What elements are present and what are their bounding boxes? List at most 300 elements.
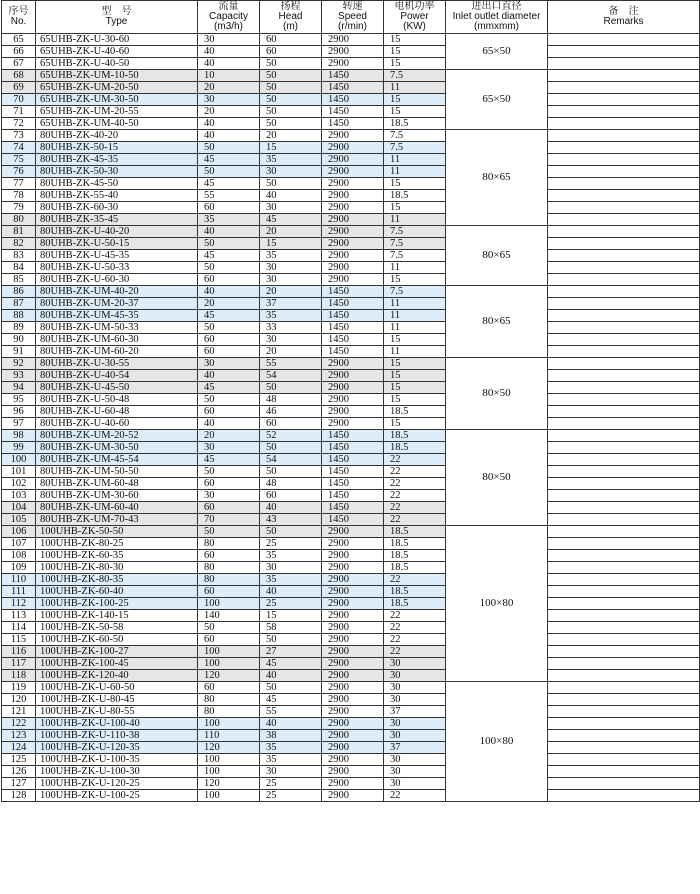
- cell-remarks: [548, 298, 700, 310]
- cell-remarks: [548, 466, 700, 478]
- cell-capacity: 40: [198, 370, 260, 382]
- cell-power: 11: [384, 346, 446, 358]
- cell-no: 117: [2, 658, 36, 670]
- cell-type: 80UHB-ZK-50-30: [36, 166, 198, 178]
- cell-type: 80UHB-ZK-U-50-48: [36, 394, 198, 406]
- cell-type: 65UHB-ZK-UM-20-55: [36, 106, 198, 118]
- cell-head: 50: [260, 58, 322, 70]
- cell-power: 18.5: [384, 562, 446, 574]
- cell-power: 11: [384, 298, 446, 310]
- cell-power: 30: [384, 694, 446, 706]
- cell-speed: 2900: [322, 382, 384, 394]
- cell-remarks: [548, 70, 700, 82]
- cell-no: 122: [2, 718, 36, 730]
- cell-no: 73: [2, 130, 36, 142]
- cell-no: 108: [2, 550, 36, 562]
- table-row: [2, 442, 700, 454]
- cell-remarks: [548, 766, 700, 778]
- table-row: [2, 154, 700, 166]
- cell-speed: 2900: [322, 634, 384, 646]
- cell-head: 20: [260, 346, 322, 358]
- cell-type: 100UHB-ZK-100-45: [36, 658, 198, 670]
- cell-type: 80UHB-ZK-35-45: [36, 214, 198, 226]
- table-row: [2, 130, 700, 142]
- table-row: [2, 730, 700, 742]
- cell-power: 18.5: [384, 586, 446, 598]
- cell-type: 80UHB-ZK-60-30: [36, 202, 198, 214]
- cell-capacity: 45: [198, 310, 260, 322]
- table-row: [2, 58, 700, 70]
- cell-remarks: [548, 670, 700, 682]
- table-row: [2, 550, 700, 562]
- cell-no: 74: [2, 142, 36, 154]
- header-head: 扬程 Head (m): [260, 1, 322, 34]
- cell-type: 80UHB-ZK-UM-20-52: [36, 430, 198, 442]
- cell-head: 50: [260, 94, 322, 106]
- cell-no: 89: [2, 322, 36, 334]
- cell-remarks: [548, 658, 700, 670]
- cell-no: 126: [2, 766, 36, 778]
- cell-head: 30: [260, 202, 322, 214]
- cell-power: 7.5: [384, 286, 446, 298]
- cell-type: 65UHB-ZK-UM-20-50: [36, 82, 198, 94]
- cell-no: 92: [2, 358, 36, 370]
- cell-capacity: 50: [198, 262, 260, 274]
- cell-speed: 2900: [322, 226, 384, 238]
- cell-remarks: [548, 754, 700, 766]
- cell-type: 100UHB-ZK-U-80-45: [36, 694, 198, 706]
- cell-remarks: [548, 574, 700, 586]
- cell-capacity: 40: [198, 286, 260, 298]
- cell-head: 54: [260, 454, 322, 466]
- cell-power: 30: [384, 730, 446, 742]
- cell-remarks: [548, 694, 700, 706]
- cell-remarks: [548, 742, 700, 754]
- cell-speed: 1450: [322, 478, 384, 490]
- cell-power: 22: [384, 466, 446, 478]
- cell-remarks: [548, 238, 700, 250]
- cell-speed: 2900: [322, 682, 384, 694]
- cell-capacity: 50: [198, 238, 260, 250]
- cell-inlet-outlet: 65×50: [446, 34, 548, 70]
- cell-head: 50: [260, 634, 322, 646]
- cell-capacity: 20: [198, 82, 260, 94]
- table-row: [2, 346, 700, 358]
- cell-capacity: 40: [198, 118, 260, 130]
- cell-capacity: 100: [198, 766, 260, 778]
- cell-no: 125: [2, 754, 36, 766]
- cell-remarks: [548, 418, 700, 430]
- cell-speed: 1450: [322, 466, 384, 478]
- cell-no: 70: [2, 94, 36, 106]
- cell-no: 78: [2, 190, 36, 202]
- cell-power: 22: [384, 610, 446, 622]
- table-row: [2, 46, 700, 58]
- cell-speed: 2900: [322, 598, 384, 610]
- cell-remarks: [548, 154, 700, 166]
- table-row: [2, 658, 700, 670]
- cell-speed: 2900: [322, 34, 384, 46]
- cell-remarks: [548, 382, 700, 394]
- cell-capacity: 40: [198, 58, 260, 70]
- cell-head: 50: [260, 442, 322, 454]
- cell-remarks: [548, 142, 700, 154]
- table-row: [2, 334, 700, 346]
- cell-speed: 2900: [322, 586, 384, 598]
- cell-head: 35: [260, 250, 322, 262]
- cell-head: 54: [260, 370, 322, 382]
- table-row: [2, 310, 700, 322]
- cell-no: 87: [2, 298, 36, 310]
- cell-power: 7.5: [384, 70, 446, 82]
- cell-power: 22: [384, 574, 446, 586]
- cell-type: 80UHB-ZK-U-50-15: [36, 238, 198, 250]
- table-row: [2, 142, 700, 154]
- cell-power: 7.5: [384, 250, 446, 262]
- cell-speed: 2900: [322, 550, 384, 562]
- cell-no: 106: [2, 526, 36, 538]
- cell-no: 90: [2, 334, 36, 346]
- cell-power: 18.5: [384, 598, 446, 610]
- cell-no: 79: [2, 202, 36, 214]
- cell-capacity: 100: [198, 658, 260, 670]
- cell-speed: 2900: [322, 358, 384, 370]
- cell-head: 50: [260, 526, 322, 538]
- cell-inlet-outlet: 80×50: [446, 358, 548, 430]
- cell-speed: 2900: [322, 706, 384, 718]
- cell-remarks: [548, 322, 700, 334]
- cell-type: 80UHB-ZK-UM-40-20: [36, 286, 198, 298]
- cell-capacity: 60: [198, 550, 260, 562]
- table-row: [2, 166, 700, 178]
- cell-capacity: 45: [198, 382, 260, 394]
- cell-no: 111: [2, 586, 36, 598]
- cell-head: 40: [260, 718, 322, 730]
- cell-speed: 1450: [322, 502, 384, 514]
- cell-capacity: 110: [198, 730, 260, 742]
- cell-capacity: 80: [198, 694, 260, 706]
- cell-remarks: [548, 310, 700, 322]
- cell-speed: 1450: [322, 322, 384, 334]
- cell-no: 95: [2, 394, 36, 406]
- cell-type: 65UHB-ZK-UM-30-50: [36, 94, 198, 106]
- cell-no: 112: [2, 598, 36, 610]
- cell-head: 35: [260, 154, 322, 166]
- cell-capacity: 60: [198, 682, 260, 694]
- cell-capacity: 20: [198, 106, 260, 118]
- cell-capacity: 140: [198, 610, 260, 622]
- cell-remarks: [548, 346, 700, 358]
- cell-inlet-outlet: 80×50: [446, 430, 548, 526]
- cell-capacity: 60: [198, 202, 260, 214]
- cell-no: 72: [2, 118, 36, 130]
- cell-type: 80UHB-ZK-U-40-60: [36, 418, 198, 430]
- cell-remarks: [548, 538, 700, 550]
- table-row: [2, 670, 700, 682]
- cell-power: 22: [384, 502, 446, 514]
- cell-type: 100UHB-ZK-80-35: [36, 574, 198, 586]
- cell-power: 15: [384, 418, 446, 430]
- cell-capacity: 20: [198, 430, 260, 442]
- cell-remarks: [548, 94, 700, 106]
- cell-no: 115: [2, 634, 36, 646]
- cell-type: 80UHB-ZK-U-60-48: [36, 406, 198, 418]
- cell-head: 33: [260, 322, 322, 334]
- table-row: [2, 418, 700, 430]
- cell-speed: 2900: [322, 574, 384, 586]
- cell-no: 103: [2, 490, 36, 502]
- cell-speed: 2900: [322, 646, 384, 658]
- cell-speed: 2900: [322, 214, 384, 226]
- table-row: [2, 454, 700, 466]
- cell-type: 80UHB-ZK-UM-60-40: [36, 502, 198, 514]
- cell-type: 100UHB-ZK-140-15: [36, 610, 198, 622]
- cell-remarks: [548, 190, 700, 202]
- cell-speed: 2900: [322, 754, 384, 766]
- cell-speed: 2900: [322, 790, 384, 802]
- cell-no: 104: [2, 502, 36, 514]
- table-row: [2, 178, 700, 190]
- cell-head: 20: [260, 130, 322, 142]
- cell-power: 15: [384, 202, 446, 214]
- header-power: 电机功率 Power (KW): [384, 1, 446, 34]
- cell-speed: 1450: [322, 94, 384, 106]
- cell-speed: 2900: [322, 742, 384, 754]
- cell-head: 58: [260, 622, 322, 634]
- cell-no: 67: [2, 58, 36, 70]
- cell-remarks: [548, 598, 700, 610]
- cell-no: 123: [2, 730, 36, 742]
- cell-capacity: 45: [198, 154, 260, 166]
- cell-no: 84: [2, 262, 36, 274]
- cell-type: 80UHB-ZK-U-45-35: [36, 250, 198, 262]
- cell-head: 46: [260, 406, 322, 418]
- cell-remarks: [548, 562, 700, 574]
- cell-remarks: [548, 202, 700, 214]
- cell-power: 7.5: [384, 238, 446, 250]
- cell-capacity: 100: [198, 646, 260, 658]
- cell-no: 114: [2, 622, 36, 634]
- cell-remarks: [548, 478, 700, 490]
- cell-remarks: [548, 790, 700, 802]
- header-capacity: 流量 Capacity (m3/h): [198, 1, 260, 34]
- table-row: [2, 706, 700, 718]
- cell-capacity: 40: [198, 46, 260, 58]
- cell-remarks: [548, 334, 700, 346]
- cell-speed: 2900: [322, 154, 384, 166]
- cell-power: 22: [384, 790, 446, 802]
- cell-type: 100UHB-ZK-80-25: [36, 538, 198, 550]
- cell-power: 11: [384, 214, 446, 226]
- cell-power: 22: [384, 634, 446, 646]
- cell-no: 85: [2, 274, 36, 286]
- cell-speed: 2900: [322, 562, 384, 574]
- cell-no: 113: [2, 610, 36, 622]
- cell-type: 80UHB-ZK-U-40-20: [36, 226, 198, 238]
- cell-speed: 2900: [322, 610, 384, 622]
- cell-speed: 1450: [322, 490, 384, 502]
- table-row: [2, 502, 700, 514]
- cell-power: 30: [384, 754, 446, 766]
- cell-speed: 2900: [322, 250, 384, 262]
- cell-head: 48: [260, 394, 322, 406]
- cell-type: 80UHB-ZK-UM-45-35: [36, 310, 198, 322]
- table-row: [2, 118, 700, 130]
- cell-speed: 2900: [322, 274, 384, 286]
- cell-head: 30: [260, 562, 322, 574]
- cell-head: 35: [260, 550, 322, 562]
- cell-capacity: 50: [198, 526, 260, 538]
- cell-speed: 2900: [322, 238, 384, 250]
- table-row: [2, 754, 700, 766]
- cell-speed: 2900: [322, 130, 384, 142]
- cell-type: 100UHB-ZK-100-25: [36, 598, 198, 610]
- cell-speed: 2900: [322, 526, 384, 538]
- cell-remarks: [548, 778, 700, 790]
- table-row: [2, 526, 700, 538]
- cell-power: 11: [384, 154, 446, 166]
- cell-inlet-outlet: 80×65: [446, 226, 548, 286]
- table-row: [2, 406, 700, 418]
- cell-power: 11: [384, 166, 446, 178]
- cell-capacity: 120: [198, 778, 260, 790]
- table-row: [2, 34, 700, 46]
- cell-no: 102: [2, 478, 36, 490]
- cell-head: 30: [260, 262, 322, 274]
- cell-remarks: [548, 730, 700, 742]
- cell-type: 80UHB-ZK-U-45-50: [36, 382, 198, 394]
- cell-speed: 1450: [322, 430, 384, 442]
- cell-capacity: 45: [198, 454, 260, 466]
- cell-capacity: 60: [198, 634, 260, 646]
- cell-remarks: [548, 406, 700, 418]
- cell-capacity: 100: [198, 790, 260, 802]
- cell-head: 30: [260, 166, 322, 178]
- cell-speed: 2900: [322, 622, 384, 634]
- cell-power: 22: [384, 646, 446, 658]
- table-row: [2, 286, 700, 298]
- cell-head: 60: [260, 490, 322, 502]
- cell-type: 80UHB-ZK-UM-50-33: [36, 322, 198, 334]
- cell-speed: 1450: [322, 310, 384, 322]
- table-row: [2, 322, 700, 334]
- table-row: [2, 358, 700, 370]
- cell-head: 15: [260, 610, 322, 622]
- cell-type: 80UHB-ZK-UM-60-48: [36, 478, 198, 490]
- cell-head: 55: [260, 706, 322, 718]
- cell-no: 120: [2, 694, 36, 706]
- cell-speed: 1450: [322, 106, 384, 118]
- cell-inlet-outlet: 65×50: [446, 70, 548, 130]
- cell-type: 100UHB-ZK-U-60-50: [36, 682, 198, 694]
- cell-remarks: [548, 622, 700, 634]
- cell-no: 127: [2, 778, 36, 790]
- table-row: [2, 490, 700, 502]
- cell-speed: 2900: [322, 766, 384, 778]
- cell-no: 76: [2, 166, 36, 178]
- cell-type: 80UHB-ZK-U-40-54: [36, 370, 198, 382]
- cell-no: 81: [2, 226, 36, 238]
- table-row: [2, 370, 700, 382]
- cell-speed: 2900: [322, 406, 384, 418]
- cell-power: 30: [384, 682, 446, 694]
- cell-remarks: [548, 490, 700, 502]
- table-row: [2, 646, 700, 658]
- cell-remarks: [548, 262, 700, 274]
- cell-speed: 2900: [322, 262, 384, 274]
- cell-speed: 2900: [322, 190, 384, 202]
- cell-head: 45: [260, 658, 322, 670]
- cell-capacity: 60: [198, 478, 260, 490]
- cell-type: 80UHB-ZK-U-50-33: [36, 262, 198, 274]
- cell-power: 30: [384, 766, 446, 778]
- cell-head: 35: [260, 310, 322, 322]
- table-row: [2, 478, 700, 490]
- cell-head: 30: [260, 334, 322, 346]
- cell-remarks: [548, 718, 700, 730]
- cell-capacity: 80: [198, 706, 260, 718]
- cell-speed: 2900: [322, 394, 384, 406]
- cell-remarks: [548, 454, 700, 466]
- table-row: [2, 598, 700, 610]
- cell-capacity: 60: [198, 346, 260, 358]
- cell-remarks: [548, 430, 700, 442]
- table-row: [2, 202, 700, 214]
- cell-speed: 2900: [322, 670, 384, 682]
- cell-speed: 2900: [322, 178, 384, 190]
- cell-no: 94: [2, 382, 36, 394]
- cell-head: 35: [260, 742, 322, 754]
- cell-head: 25: [260, 790, 322, 802]
- cell-type: 80UHB-ZK-UM-60-30: [36, 334, 198, 346]
- cell-type: 65UHB-ZK-U-30-60: [36, 34, 198, 46]
- cell-remarks: [548, 118, 700, 130]
- cell-head: 30: [260, 274, 322, 286]
- cell-type: 100UHB-ZK-U-80-55: [36, 706, 198, 718]
- cell-speed: 1450: [322, 70, 384, 82]
- cell-capacity: 50: [198, 622, 260, 634]
- table-row: [2, 214, 700, 226]
- cell-power: 15: [384, 334, 446, 346]
- cell-speed: 2900: [322, 718, 384, 730]
- cell-power: 30: [384, 658, 446, 670]
- cell-type: 80UHB-ZK-UM-50-50: [36, 466, 198, 478]
- table-row: [2, 262, 700, 274]
- cell-remarks: [548, 178, 700, 190]
- table-row: [2, 634, 700, 646]
- cell-head: 40: [260, 190, 322, 202]
- cell-speed: 1450: [322, 454, 384, 466]
- cell-speed: 2900: [322, 46, 384, 58]
- header-speed: 转速 Speed (r/min): [322, 1, 384, 34]
- cell-head: 35: [260, 754, 322, 766]
- cell-no: 118: [2, 670, 36, 682]
- cell-remarks: [548, 286, 700, 298]
- cell-remarks: [548, 46, 700, 58]
- cell-power: 37: [384, 706, 446, 718]
- cell-head: 45: [260, 694, 322, 706]
- cell-head: 40: [260, 586, 322, 598]
- cell-type: 80UHB-ZK-U-30-55: [36, 358, 198, 370]
- cell-type: 65UHB-ZK-U-40-50: [36, 58, 198, 70]
- cell-capacity: 80: [198, 538, 260, 550]
- cell-head: 60: [260, 418, 322, 430]
- table-row: [2, 274, 700, 286]
- cell-power: 15: [384, 46, 446, 58]
- cell-speed: 1450: [322, 298, 384, 310]
- cell-capacity: 50: [198, 166, 260, 178]
- cell-power: 18.5: [384, 538, 446, 550]
